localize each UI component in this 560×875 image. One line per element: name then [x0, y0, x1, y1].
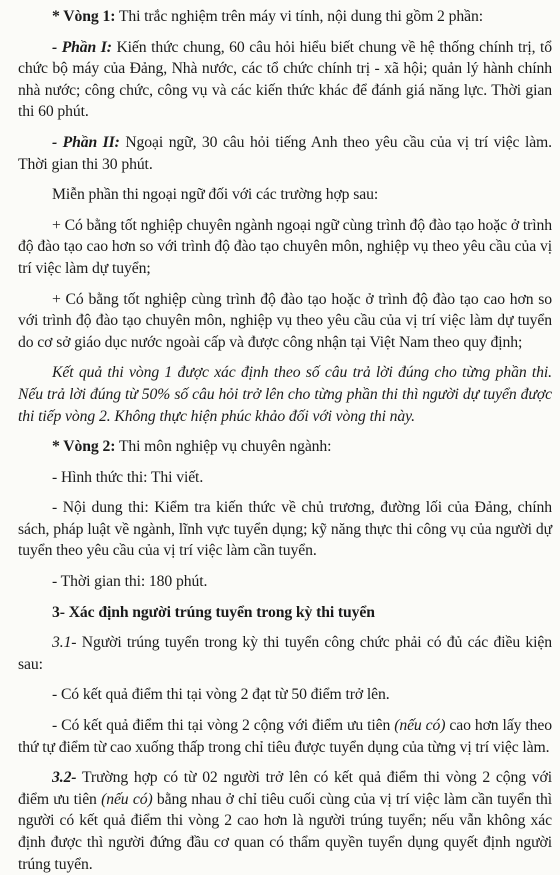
exam-content: - Nội dung thi: Kiểm tra kiến thức về chủ trương, đường lối của Đảng, chính sách, pháp luật về ngành, lĩnh vực tuyển dụng; kỹ năng thực thi công vụ của người dự tuyển theo yêu cầu của vị trí việc làm cần tuyển. — [18, 499, 552, 560]
part1-label: - Phần I: — [52, 38, 112, 56]
section-3-2 — [18, 767, 552, 875]
part2-label: - Phần II: — [52, 133, 120, 151]
part1-paragraph — [18, 37, 552, 123]
section-3-2-note: (nếu có) — [101, 790, 153, 808]
condition-2-note: (nếu có) — [394, 717, 446, 735]
exemption-intro: Miễn phần thi ngoại ngữ đối với các trường hợp sau: — [52, 186, 379, 204]
round1-label: * Vòng 1: — [52, 8, 116, 25]
round1-paragraph — [18, 6, 552, 28]
round1-result-note: Kết quả thi vòng 1 được xác định theo số câu trả lời đúng cho từng phần thi. Nếu trả lời đúng từ 50% số câu hỏi trở lên cho từng phần thi thì người dự tuyển được thi tiếp vòng 2. Không thực hiện phúc khảo đối với vòng thi này. — [18, 364, 552, 425]
exam-duration: - Thời gian thi: 180 phút. — [52, 573, 208, 591]
round1-text: Thi trắc nghiệm trên máy vi tính, nội dung thi gồm 2 phần: — [115, 8, 483, 25]
round2-paragraph — [18, 436, 552, 458]
part1-text: Kiến thức chung, 60 câu hỏi hiểu biết chung về hệ thống chính trị, tổ chức bộ máy của Đảng, Nhà nước, các tổ chức chính trị - xã hội; quản lý hành chính nhà nước; công chức, công vụ và các kiến thức khác để đánh giá năng lực. Thời gian thi 60 phút. — [18, 38, 552, 121]
section-3-heading: 3- Xác định người trúng tuyển trong kỳ thi tuyển — [52, 603, 375, 621]
section-3-1 — [18, 632, 552, 675]
section-3-1-text: Người trúng tuyển trong kỳ thi tuyển công chức phải có đủ các điều kiện sau: — [18, 634, 552, 673]
section-3-1-label: 3.1- — [52, 634, 77, 652]
round2-text: Thi môn nghiệp vụ chuyên ngành: — [115, 438, 332, 456]
part2-text: Ngoại ngữ, 30 câu hỏi tiếng Anh theo yêu cầu của vị trí việc làm. Thời gian thi 30 phút. — [18, 133, 552, 173]
exemption-case-1: + Có bằng tốt nghiệp chuyên ngành ngoại ngữ cùng trình độ đào tạo hoặc ở trình độ đào tạo cao hơn so với trình độ đào tạo chuyên môn, nghiệp vụ theo yêu cầu của vị trí việc làm dự tuyển; — [18, 216, 552, 277]
section-3-2-text-a: Trường hợp có từ 02 người trở lên có kết quả điểm thi vòng 2 cộng với điểm ưu tiên — [18, 769, 552, 808]
condition-2 — [18, 715, 552, 758]
condition-2-text-a: - Có kết quả điểm thi tại vòng 2 cộng với điểm ưu tiên — [52, 717, 395, 735]
part2-paragraph — [18, 132, 552, 175]
condition-2-text-c: cao hơn lấy theo thứ tự điểm từ cao xuống thấp trong chỉ tiêu được tuyển dụng của từng vị trí việc làm. — [18, 717, 553, 756]
condition-1: - Có kết quả điểm thi tại vòng 2 đạt từ 50 điểm trở lên. — [52, 686, 390, 704]
section-3-2-label: 3.2- — [52, 769, 77, 787]
round2-label: * Vòng 2: — [52, 438, 116, 456]
exemption-case-2: + Có bằng tốt nghiệp cùng trình độ đào tạo hoặc ở trình độ đào tạo cao hơn so với trình độ đào tạo chuyên môn, nghiệp vụ theo yêu cầu của vị trí việc làm dự tuyển do cơ sở giáo dục nước ngoài cấp và được công nhận tại Việt Nam theo quy định; — [18, 290, 552, 351]
section-3-2-text-c: bằng nhau ở chỉ tiêu cuối cùng của vị trí việc làm cần tuyển thì người có kết quả điểm thi vòng 2 cao hơn là người trúng tuyển; nếu vẫn không xác định được thì người đứng đầu cơ quan có thẩm quyền tuyển dụng quyết định người trúng tuyển. — [18, 790, 553, 873]
exam-format: - Hình thức thi: Thi viết. — [52, 468, 204, 486]
